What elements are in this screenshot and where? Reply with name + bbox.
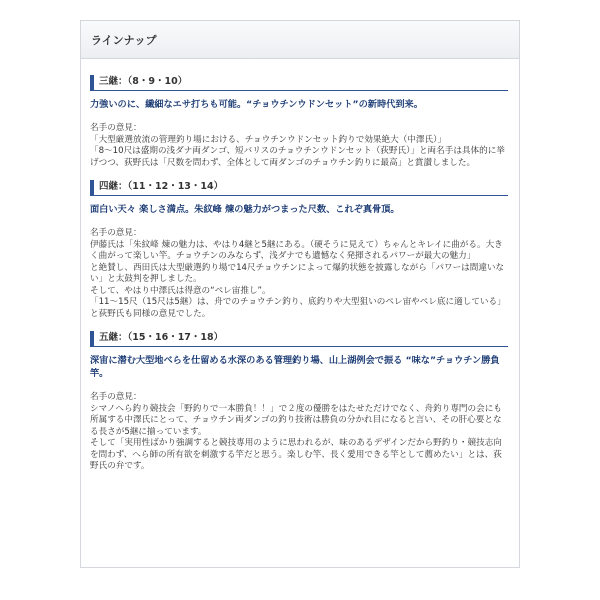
opinion-line: 伊藤氏は「朱紋峰 煉の魅力は、やはり4継と5継にある。（硬そうに見えて）ちゃんとキレイに曲がる。大きく曲がって楽しい竿。チョウチンのみならず、浅ダナでも遺憾なく発揮されるパワーが最大の魅力」: [90, 239, 503, 261]
section-headline: 面白い天々 楽しさ満点。朱紋峰 煉の魅力がつまった尺数、これぞ真骨頂。: [90, 204, 400, 215]
opinion-line: そして「実用性ばかり強調すると競技専用のように思われるが、味のあるデザインだから野釣り・競技志向を問わず、へら師の所有欲を刺激する竿だと思う。楽しむ竿、長く愛用できる竿として薦めたい」とは、荻野氏の弁です。: [90, 438, 502, 471]
section-4-joint: [90, 180, 508, 320]
section-headline: 力強いのに、繊細なエサ打ちも可能。“チョウチンウドンセット”の新時代到来。: [90, 99, 423, 110]
opinion-line: 「大型厳選放流の管理釣り場における、チョウチンウドンセット釣りで効果絶大（中澤氏）」: [90, 134, 446, 145]
opinion-line: シマノへら釣り競技会「野釣りで一本勝負！！」で２度の優勝をはたせただけでなく、舟釣り専門の会にも所属する中澤氏にとって、チョウチン両ダンゴの釣り技術は勝負の分かれ目になると言い、その肝心要となる長さが5継に揃っています。: [90, 403, 502, 437]
section-3-joint: [90, 75, 508, 169]
section-title: 四継：（11・12・13・14）: [90, 180, 508, 196]
opinion-line: 名手の意見：: [90, 228, 142, 238]
opinion-line: 「8～10尺は盛期の浅ダナ両ダンゴ、短バリスのチョウチンウドンセット（荻野氏）」と両名手は具体的に挙げつつ、荻野氏は「尺数を問わず、全体として両ダンゴのチョウチン釣りに最高」と賞讃しました。: [90, 146, 505, 168]
section-title: 五継：（15・16・17・18）: [90, 331, 508, 347]
opinion-text: [90, 392, 508, 473]
panel-body: [81, 75, 519, 473]
lineup-panel: [80, 20, 520, 568]
opinion-text: [90, 123, 508, 169]
opinion-text: [90, 228, 508, 320]
opinion-line: 名手の意見：: [90, 392, 142, 402]
panel-title: ラインナップ: [81, 21, 519, 59]
opinion-line: そして、やはり中澤氏は得意の“ペレ宙推し”。: [90, 285, 271, 296]
section-5-joint: [90, 331, 508, 473]
section-headline: 深宙に潜む大型地べらを仕留める水深のある管理釣り場、山上湖例会で振る “味な”チョウチン勝負竿。: [90, 355, 500, 379]
section-title: 三継：（8・9・10）: [90, 75, 508, 91]
opinion-line: 「11～15尺（15尺は5継）は、舟でのチョウチン釣り、底釣りや大型狙いのペレ宙やペレ底に適している」と荻野氏も同様の意見でした。: [90, 297, 506, 319]
opinion-line: と絶賛し、西田氏は大型厳選釣り場で14尺チョウチンによって爆釣状態を披露しながら「パワーは間違いない」と太鼓判を押しました。: [90, 262, 505, 284]
opinion-line: 名手の意見：: [90, 123, 142, 133]
